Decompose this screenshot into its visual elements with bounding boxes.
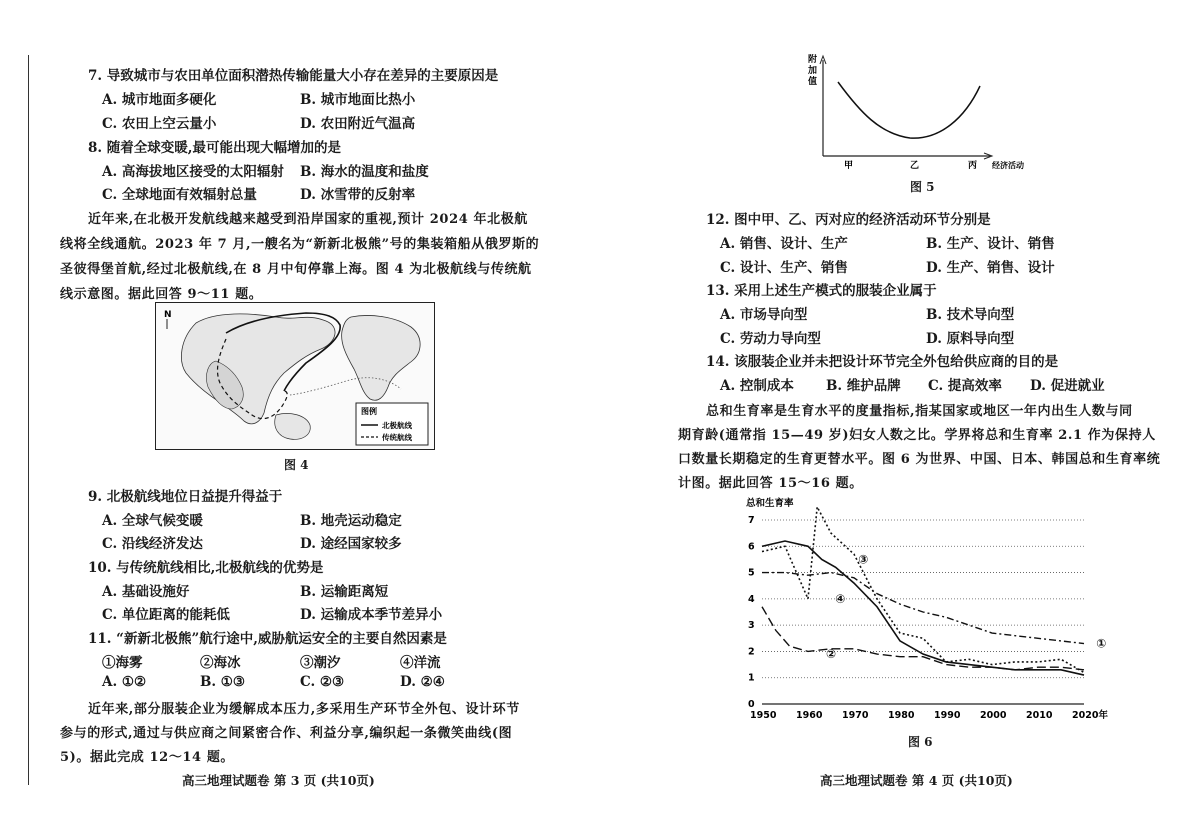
q11-option-b[interactable]: B. ①③ — [200, 674, 246, 690]
q13-option-c[interactable]: C. 劳动力导向型 — [720, 331, 821, 347]
passage1-line2: 线将全线通航。2023 年 7 月,一艘名为“新新北极熊”号的集装箱船从俄罗斯的 — [60, 237, 540, 252]
fig5-ylabel-2: 加 — [808, 66, 818, 76]
q12-option-a[interactable]: A. 销售、设计、生产 — [720, 236, 848, 252]
q10-option-b[interactable]: B. 运输距离短 — [300, 584, 389, 600]
q11-option-c[interactable]: C. ②③ — [300, 674, 345, 690]
passage1-line4: 线示意图。据此回答 9～11 题。 — [60, 287, 263, 302]
legend-title: 图例 — [361, 406, 377, 416]
q11-option-a[interactable]: A. ①② — [102, 674, 147, 690]
q14-stem: 14. 该服装企业并未把设计环节完全外包给供应商的目的是 — [706, 354, 1059, 370]
fig4-caption: 图 4 — [284, 458, 309, 472]
q13-stem: 13. 采用上述生产模式的服装企业属于 — [706, 283, 937, 299]
q12-option-d[interactable]: D. 生产、销售、设计 — [926, 260, 1055, 276]
series-label-3: ③ — [858, 552, 869, 567]
series-label-2: ② — [826, 647, 837, 662]
q7-option-a[interactable]: A. 城市地面多硬化 — [102, 92, 217, 108]
q11-item-1: ①海雾 — [102, 655, 143, 671]
y-tick-label: 5 — [748, 567, 755, 579]
y-tick-label: 1 — [748, 672, 755, 684]
q10-stem: 10. 与传统航线相比,北极航线的优势是 — [88, 560, 324, 576]
x-tick-label: 1950 — [750, 710, 777, 721]
north-arrow-icon: N — [164, 310, 172, 320]
x-tick-label: 2010 — [1026, 710, 1053, 721]
q7-option-b[interactable]: B. 城市地面比热小 — [300, 92, 416, 108]
chart-series-labels — [826, 552, 1106, 661]
passage3-line3: 口数量长期稳定的生育更替水平。图 6 为世界、中国、日本、韩国总和生育率统 — [678, 452, 1161, 467]
q11-option-d[interactable]: D. ②④ — [400, 674, 445, 690]
q10-option-a[interactable]: A. 基础设施好 — [102, 584, 190, 600]
q7-stem: 7. 导致城市与农田单位面积潜热传输能量大小存在差异的主要原因是 — [88, 68, 499, 84]
q7-option-c[interactable]: C. 农田上空云量小 — [102, 116, 217, 132]
q14-option-c[interactable]: C. 提高效率 — [928, 378, 1002, 394]
q14-option-a[interactable]: A. 控制成本 — [720, 378, 794, 394]
q12-option-c[interactable]: C. 设计、生产、销售 — [720, 260, 848, 276]
fig5-x-jia: 甲 — [844, 161, 854, 171]
y-tick-label: 7 — [748, 515, 755, 526]
passage2-line3: 5)。据此完成 12～14 题。 — [60, 750, 235, 765]
x-tick-label: 2000 — [980, 710, 1007, 721]
smile-curve — [838, 82, 980, 138]
passage3-line1: 总和生育率是生育水平的度量指标,指某国家或地区一年内出生人数与同 — [706, 404, 1133, 419]
fig5-x-yi: 乙 — [910, 161, 920, 171]
left-footer: 高三地理试题卷 第 3 页 (共10页) — [182, 773, 375, 788]
q8-option-a[interactable]: A. 高海拔地区接受的太阳辐射 — [102, 164, 284, 180]
y-tick-label: 4 — [748, 593, 755, 605]
passage3-line4: 计图。据此回答 15～16 题。 — [678, 476, 863, 491]
passage1-line3: 圣彼得堡首航,经过北极航线,在 8 月中旬停靠上海。图 4 为北极航线与传统航 — [60, 262, 532, 277]
series-line-1 — [762, 573, 1084, 644]
fig5-caption: 图 5 — [910, 180, 935, 194]
x-tick-label: 2020年 — [1072, 710, 1108, 721]
smile-curve-figure — [800, 52, 1040, 176]
q9-stem: 9. 北极航线地位日益提升得益于 — [88, 489, 283, 505]
chart-ylabel: 总和生育率 — [746, 498, 794, 509]
q14-option-b[interactable]: B. 维护品牌 — [826, 378, 901, 394]
chart-y-ticks — [748, 515, 755, 710]
y-tick-label: 2 — [748, 646, 755, 658]
q9-option-a[interactable]: A. 全球气候变暖 — [102, 513, 203, 529]
q11-item-2: ②海冰 — [200, 655, 241, 671]
x-tick-label: 1990 — [934, 710, 961, 721]
series-line-3 — [762, 507, 1084, 673]
series-label-4: ④ — [835, 591, 846, 606]
fig5-x-bing: 丙 — [968, 161, 978, 171]
q12-stem: 12. 图中甲、乙、丙对应的经济活动环节分别是 — [706, 212, 991, 228]
q14-option-d[interactable]: D. 促进就业 — [1030, 378, 1105, 394]
q11-item-4: ④洋流 — [400, 655, 441, 671]
page-divider — [28, 55, 29, 785]
q13-option-b[interactable]: B. 技术导向型 — [926, 307, 1015, 323]
legend-arctic-label: 北极航线 — [382, 421, 412, 430]
passage2-line2: 参与的形式,通过与供应商之间紧密合作、利益分享,编织起一条微笑曲线(图 — [60, 726, 513, 741]
chart-series — [762, 507, 1084, 675]
q12-option-b[interactable]: B. 生产、设计、销售 — [926, 236, 1055, 252]
map-svg — [156, 303, 434, 449]
q8-option-b[interactable]: B. 海水的温度和盐度 — [300, 164, 429, 180]
fig5-xlabel: 经济活动 — [992, 160, 1024, 170]
q13-option-d[interactable]: D. 原料导向型 — [926, 331, 1015, 347]
x-tick-label: 1960 — [796, 710, 823, 721]
q11-item-3: ③潮汐 — [300, 655, 341, 671]
q8-stem: 8. 随着全球变暖,最可能出现大幅增加的是 — [88, 140, 341, 156]
q8-option-d[interactable]: D. 冰雪带的反射率 — [300, 187, 416, 203]
q10-option-d[interactable]: D. 运输成本季节差异小 — [300, 607, 443, 623]
passage1-line1: 近年来,在北极开发航线越来越受到沿岸国家的重视,预计 2024 年北极航 — [88, 212, 528, 227]
q13-option-a[interactable]: A. 市场导向型 — [720, 307, 808, 323]
x-tick-label: 1980 — [888, 710, 915, 721]
fertility-chart — [728, 494, 1108, 724]
route-map — [155, 302, 435, 450]
q10-option-c[interactable]: C. 单位距离的能耗低 — [102, 607, 230, 623]
x-tick-label: 1970 — [842, 710, 869, 721]
right-footer: 高三地理试题卷 第 4 页 (共10页) — [820, 773, 1013, 788]
q7-option-d[interactable]: D. 农田附近气温高 — [300, 116, 416, 132]
legend-traditional-label: 传统航线 — [382, 433, 412, 442]
q9-option-d[interactable]: D. 途经国家较多 — [300, 536, 402, 552]
q8-option-c[interactable]: C. 全球地面有效辐射总量 — [102, 187, 257, 203]
q9-option-c[interactable]: C. 沿线经济发达 — [102, 536, 203, 552]
fig5-ylabel-1: 附 — [808, 55, 818, 65]
series-line-4 — [762, 541, 1084, 675]
passage2-line1: 近年来,部分服装企业为缓解成本压力,多采用生产环节全外包、设计环节 — [88, 702, 520, 717]
series-label-1: ① — [1096, 636, 1107, 651]
fig5-ylabel-3: 值 — [808, 77, 818, 87]
y-tick-label: 6 — [748, 541, 755, 553]
passage3-line2: 期育龄(通常指 15—49 岁)妇女人数之比。学界将总和生育率 2.1 作为保持人 — [678, 428, 1156, 443]
fig6-caption: 图 6 — [908, 735, 933, 749]
y-tick-label: 3 — [748, 620, 755, 632]
chart-x-ticks — [750, 709, 1108, 721]
y-tick-label: 0 — [748, 699, 755, 710]
q9-option-b[interactable]: B. 地壳运动稳定 — [300, 513, 402, 529]
q11-stem: 11. “新新北极熊”航行途中,威胁航运安全的主要自然因素是 — [88, 631, 447, 647]
